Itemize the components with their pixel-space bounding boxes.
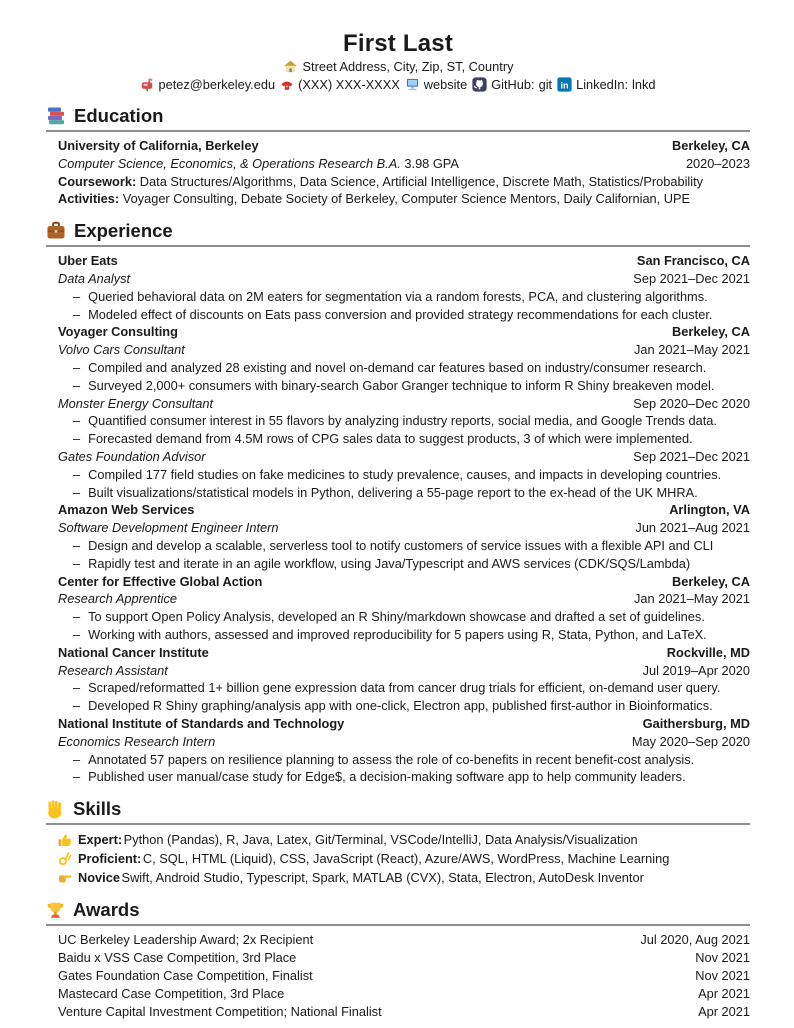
school-location: Berkeley, CA xyxy=(671,138,750,153)
bullet-item: – Design and develop a scalable, serverless tool to notify customers of service issues with a flexible API and CLI xyxy=(58,537,750,555)
email-link[interactable] xyxy=(140,76,275,93)
skill-level-proficient xyxy=(58,849,750,868)
bullet-item: – Forecasted demand from 4.5M rows of CPG sales data to suggest products, 3 of which were implemented. xyxy=(58,430,750,448)
bullet-item: – Scraped/reformatted 1+ billion gene expression data from cancer drug trials for efficient, on-demand user query. xyxy=(58,679,750,697)
role-title: Economics Research Intern xyxy=(58,733,216,749)
award-row xyxy=(58,949,750,967)
github-label: GitHub: xyxy=(491,77,535,92)
bullet-item: – To support Open Policy Analysis, developed an R Shiny/markdown showcase and drafted a set of guidelines. xyxy=(58,608,750,626)
company-name: Center for Effective Global Action xyxy=(58,573,263,589)
job-entry xyxy=(58,252,750,323)
award-date: Jul 2020, Aug 2021 xyxy=(640,932,750,948)
coursework-label: Coursework: xyxy=(58,173,137,189)
role-title: Gates Foundation Advisor xyxy=(58,448,206,464)
skill-items: Swift, Android Studio, Typescript, Spark, MATLAB (CVX), Stata, Electron, AutoDesk Inventor xyxy=(121,870,644,886)
bullet-item: – Compiled and analyzed 28 existing and novel on-demand car features based on industry/consumer research. xyxy=(58,359,750,377)
section-title-education: Education xyxy=(74,105,164,126)
award-name: Baidu x VSS Case Competition, 3rd Place xyxy=(58,950,297,965)
award-row xyxy=(58,985,750,1003)
award-date: Apr 2021 xyxy=(698,985,750,1001)
thumbs-up-icon xyxy=(58,833,72,847)
company-location: Rockville, MD xyxy=(666,644,750,660)
role-dates: Sep 2021–Dec 2021 xyxy=(633,270,750,286)
bullet-item: – Rapidly test and iterate in an agile workflow, using Java/Typescript and AWS services (CDK/SQS/Lambda) xyxy=(58,555,750,573)
bullet-item: – Quantified consumer interest in 55 flavors by analyzing industry reports, social media, and Google Trends data. xyxy=(58,412,750,430)
computer-icon xyxy=(405,77,420,92)
linkedin-username: lnkd xyxy=(632,77,656,92)
award-name: Gates Foundation Case Competition, Finalist xyxy=(58,967,313,983)
job-entry xyxy=(58,715,750,786)
skill-line xyxy=(78,830,638,849)
github-icon xyxy=(472,77,487,92)
role-title: Research Assistant xyxy=(58,662,168,678)
skill-line xyxy=(78,868,644,887)
role-title: Monster Energy Consultant xyxy=(58,395,214,411)
bullet-item: – Working with authors, assessed and improved reproducibility for 5 papers using R, Stata, Python, and LaTeX. xyxy=(58,626,750,644)
job-entry xyxy=(58,501,750,572)
company-name: Amazon Web Services xyxy=(58,502,195,518)
awards-section xyxy=(46,898,750,1021)
bullet-item: – Modeled effect of discounts on Eats pass conversion and provided strategy recommendations for each cluster. xyxy=(58,306,750,324)
website-text: website xyxy=(423,77,468,92)
section-rule xyxy=(46,924,750,926)
books-icon xyxy=(46,106,66,126)
bullet-item: – Published user manual/case study for Edge$, a decision-making software app to help community leaders. xyxy=(58,768,750,786)
company-name: Uber Eats xyxy=(58,253,118,269)
company-name: National Cancer Institute xyxy=(58,644,209,660)
phone-text: (XXX) XXX-XXXX xyxy=(298,77,400,92)
degree-name: Computer Science, Economics, & Operations Research B.A. xyxy=(58,155,401,171)
email-text: petez@berkeley.edu xyxy=(158,77,276,92)
job-entry xyxy=(58,323,750,501)
company-name: National Institute of Standards and Technology xyxy=(58,715,345,731)
linkedin-link[interactable] xyxy=(557,76,655,93)
pointing-hand-icon xyxy=(58,871,72,885)
section-rule xyxy=(46,823,750,825)
skill-items: Python (Pandas), R, Java, Latex, Git/Terminal, VSCode/IntelliJ, Data Analysis/Visualization xyxy=(123,832,638,848)
raised-hand-icon xyxy=(46,800,65,819)
school-name: University of California, Berkeley xyxy=(58,138,259,153)
skill-level-label: Proficient: xyxy=(78,851,142,867)
skill-items: C, SQL, HTML (Liquid), CSS, JavaScript (React), Azure/AWS, WordPress, Machine Learning xyxy=(142,851,670,867)
github-link[interactable] xyxy=(472,76,552,93)
company-location: Berkeley, CA xyxy=(671,573,750,589)
award-date: Nov 2021 xyxy=(695,950,750,965)
activities-line xyxy=(58,190,690,208)
company-location: Arlington, VA xyxy=(669,502,750,518)
mailbox-icon xyxy=(140,78,154,92)
company-location: San Francisco, CA xyxy=(636,253,750,269)
award-name: Venture Capital Investment Competition; National Finalist xyxy=(58,1003,382,1019)
skills-section xyxy=(46,797,750,887)
phone-icon xyxy=(280,78,294,92)
gpa-text: 3.98 GPA xyxy=(404,155,459,171)
skill-level-label: Expert: xyxy=(78,832,123,848)
section-rule xyxy=(46,130,750,132)
bullet-item: – Built visualizations/statistical models in Python, delivering a 55-page report to the ex-head of the UK MHRA. xyxy=(58,484,750,502)
award-row xyxy=(58,931,750,949)
job-entry xyxy=(58,573,750,644)
activities-list: Voyager Consulting, Debate Society of Berkeley, Computer Science Mentors, Daily Californian, UPE xyxy=(122,191,691,207)
job-entry xyxy=(58,644,750,715)
skill-level-novice xyxy=(58,868,750,887)
svg-text:in: in xyxy=(560,80,569,91)
role-dates: Sep 2021–Dec 2021 xyxy=(633,448,750,464)
award-row xyxy=(58,1003,750,1021)
award-date: Nov 2021 xyxy=(695,967,750,983)
resume-header xyxy=(46,30,750,93)
activities-label: Activities: xyxy=(58,191,120,207)
bullet-item: – Compiled 177 field studies on fake medicines to study prevalence, causes, and impacts in developing countries. xyxy=(58,466,750,484)
skill-level-label: Novice xyxy=(78,870,120,886)
bullet-item: – Surveyed 2,000+ consumers with binary-search Gabor Granger technique to inform R Shiny breakeven model. xyxy=(58,377,750,395)
house-icon xyxy=(283,59,298,74)
company-location: Gaithersburg, MD xyxy=(642,715,750,731)
degree-line xyxy=(58,155,459,173)
coursework-line xyxy=(58,173,703,191)
section-title-experience: Experience xyxy=(74,220,173,242)
briefcase-icon xyxy=(46,221,66,241)
bullet-item: – Queried behavioral data on 2M eaters for segmentation via a random forests, PCA, and clustering algorithms. xyxy=(58,288,750,306)
linkedin-icon xyxy=(557,77,572,92)
role-dates: Jan 2021–May 2021 xyxy=(634,342,750,358)
coursework-list: Data Structures/Algorithms, Data Science, Artificial Intelligence, Discrete Math, Statistics/Probability xyxy=(139,173,704,189)
skill-line xyxy=(78,849,669,868)
contact-line xyxy=(46,76,750,93)
bullet-item: – Developed R Shiny graphing/analysis app with one-click, Electron app, published first-author in Bioinformatics. xyxy=(58,697,750,715)
phone-item[interactable] xyxy=(280,76,400,93)
website-link[interactable] xyxy=(405,76,467,93)
ok-hand-icon xyxy=(58,852,72,866)
role-title: Volvo Cars Consultant xyxy=(58,342,185,358)
role-title: Research Apprentice xyxy=(58,591,178,607)
github-username: git xyxy=(538,77,553,92)
experience-section xyxy=(46,219,750,786)
role-title: Software Development Engineer Intern xyxy=(58,520,279,536)
section-title-skills: Skills xyxy=(73,798,122,820)
company-location: Berkeley, CA xyxy=(671,324,750,340)
address-line xyxy=(46,58,750,75)
role-dates: Jul 2019–Apr 2020 xyxy=(642,662,750,678)
company-name: Voyager Consulting xyxy=(58,324,178,340)
role-dates: Sep 2020–Dec 2020 xyxy=(633,395,750,411)
person-name: First Last xyxy=(342,30,454,57)
section-title-awards: Awards xyxy=(73,899,140,921)
trophy-icon xyxy=(46,901,65,920)
role-dates: Jan 2021–May 2021 xyxy=(634,591,750,607)
section-rule xyxy=(46,245,750,247)
education-dates: 2020–2023 xyxy=(685,155,750,171)
award-row xyxy=(58,967,750,985)
education-section xyxy=(46,104,750,208)
role-dates: Jun 2021–Aug 2021 xyxy=(635,520,750,536)
bullet-item: – Annotated 57 papers on resilience planning to assess the role of co-benefits in recent benefit-cost analysis. xyxy=(58,751,750,769)
linkedin-label: LinkedIn: xyxy=(576,77,629,92)
role-dates: May 2020–Sep 2020 xyxy=(631,733,750,749)
award-date: Apr 2021 xyxy=(698,1003,750,1019)
role-title: Data Analyst xyxy=(58,270,131,286)
award-name: Mastecard Case Competition, 3rd Place xyxy=(58,985,285,1001)
award-name: UC Berkeley Leadership Award; 2x Recipient xyxy=(58,932,314,948)
address-text: Street Address, City, Zip, ST, Country xyxy=(302,59,514,74)
skill-level-expert xyxy=(58,830,750,849)
